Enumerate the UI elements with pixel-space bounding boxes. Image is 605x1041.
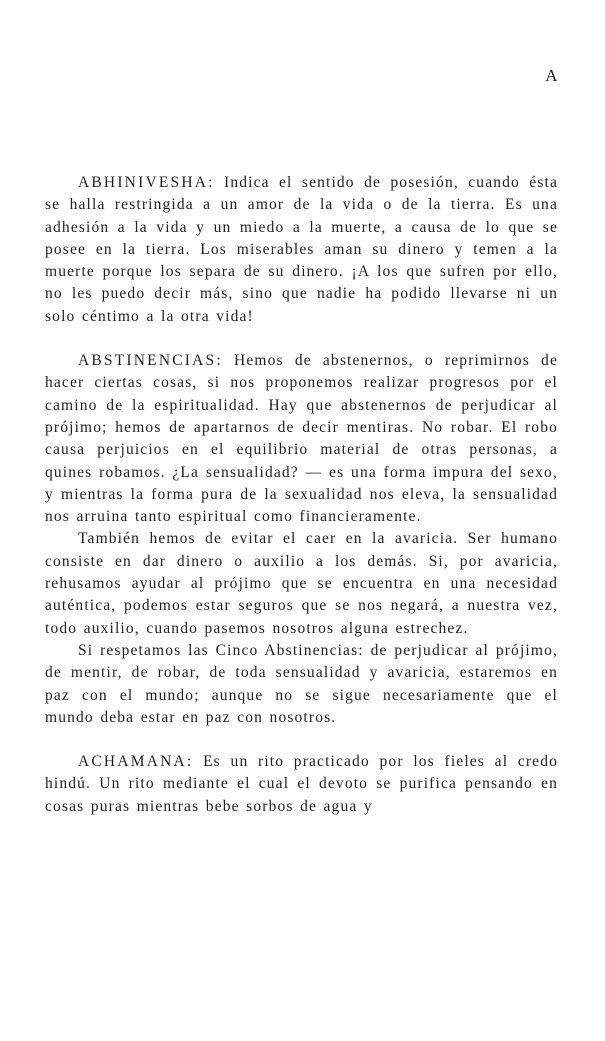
entry-abstinencias bbox=[45, 350, 558, 528]
entry-term-abstinencias: ABSTINENCIAS: bbox=[78, 352, 223, 370]
entry-text: Si respetamos las Cinco Abstinencias: de perjudicar al prójimo, de mentir, de robar, de toda sensualidad y avaricia, estaremos en paz con el mundo; aunque no se sigue necesariamente que el mundo deba estar en paz con nosotros. bbox=[45, 641, 558, 726]
section-letter: A bbox=[545, 66, 558, 85]
entry-text: Es un rito practicado por los fieles al credo hindú. Un rito mediante el cual el devoto se purifica pensando en cosas puras mientras bebe sorbos de agua y bbox=[45, 753, 558, 815]
entry-text: También hemos de evitar el caer en la avaricia. Ser humano consiste en dar dinero o auxilio a los demás. Si, por avaricia, rehusamos ayudar al prójimo que se encuentra en una necesidad auténtica, podemos estar seguros que se nos negará, a nuestra vez, todo auxilio, cuando pasemos nosotros alguna estrechez. bbox=[45, 530, 558, 637]
entry-text: Hemos de abstenernos, o reprimirnos de hacer ciertas cosas, si nos proponemos realizar progresos por el camino de la espiritualidad. Hay que abstenernos de perjudicar al prójimo; hemos de apartarnos de decir mentiras. No robar. El robo causa perjuicios en el equilibrio material de otras personas, a quines robamos. ¿La sensualidad? — es una forma impura del sexo, y mientras la forma pura de la sexualidad nos eleva, la sensualidad nos arruina tanto espiritual como financieramente. bbox=[45, 352, 558, 526]
entry-text: Indica el sentido de posesión, cuando ésta se halla restringida a un amor de la vida o de la tierra. Es una adhesión a la vida y un miedo a la muerte, a causa de lo que se posee en la tierra. Los miserables aman su dinero y temen a la muerte porque los separa de su dinero. ¡A los que sufren por ello, no les puedo decir más, sino que nadie ha podido llevarse ni un solo céntimo a la otra vida! bbox=[45, 174, 558, 325]
text-block bbox=[45, 172, 558, 818]
entry-abhinivesha bbox=[45, 172, 558, 328]
entry-term-achamana: ACHAMANA: bbox=[78, 753, 194, 771]
entry-term-abhinivesha: ABHINIVESHA: bbox=[78, 174, 215, 191]
entry-abstinencias-continued-1 bbox=[45, 528, 558, 639]
entry-abstinencias-continued-2 bbox=[45, 640, 558, 729]
entry-achamana bbox=[45, 751, 558, 818]
